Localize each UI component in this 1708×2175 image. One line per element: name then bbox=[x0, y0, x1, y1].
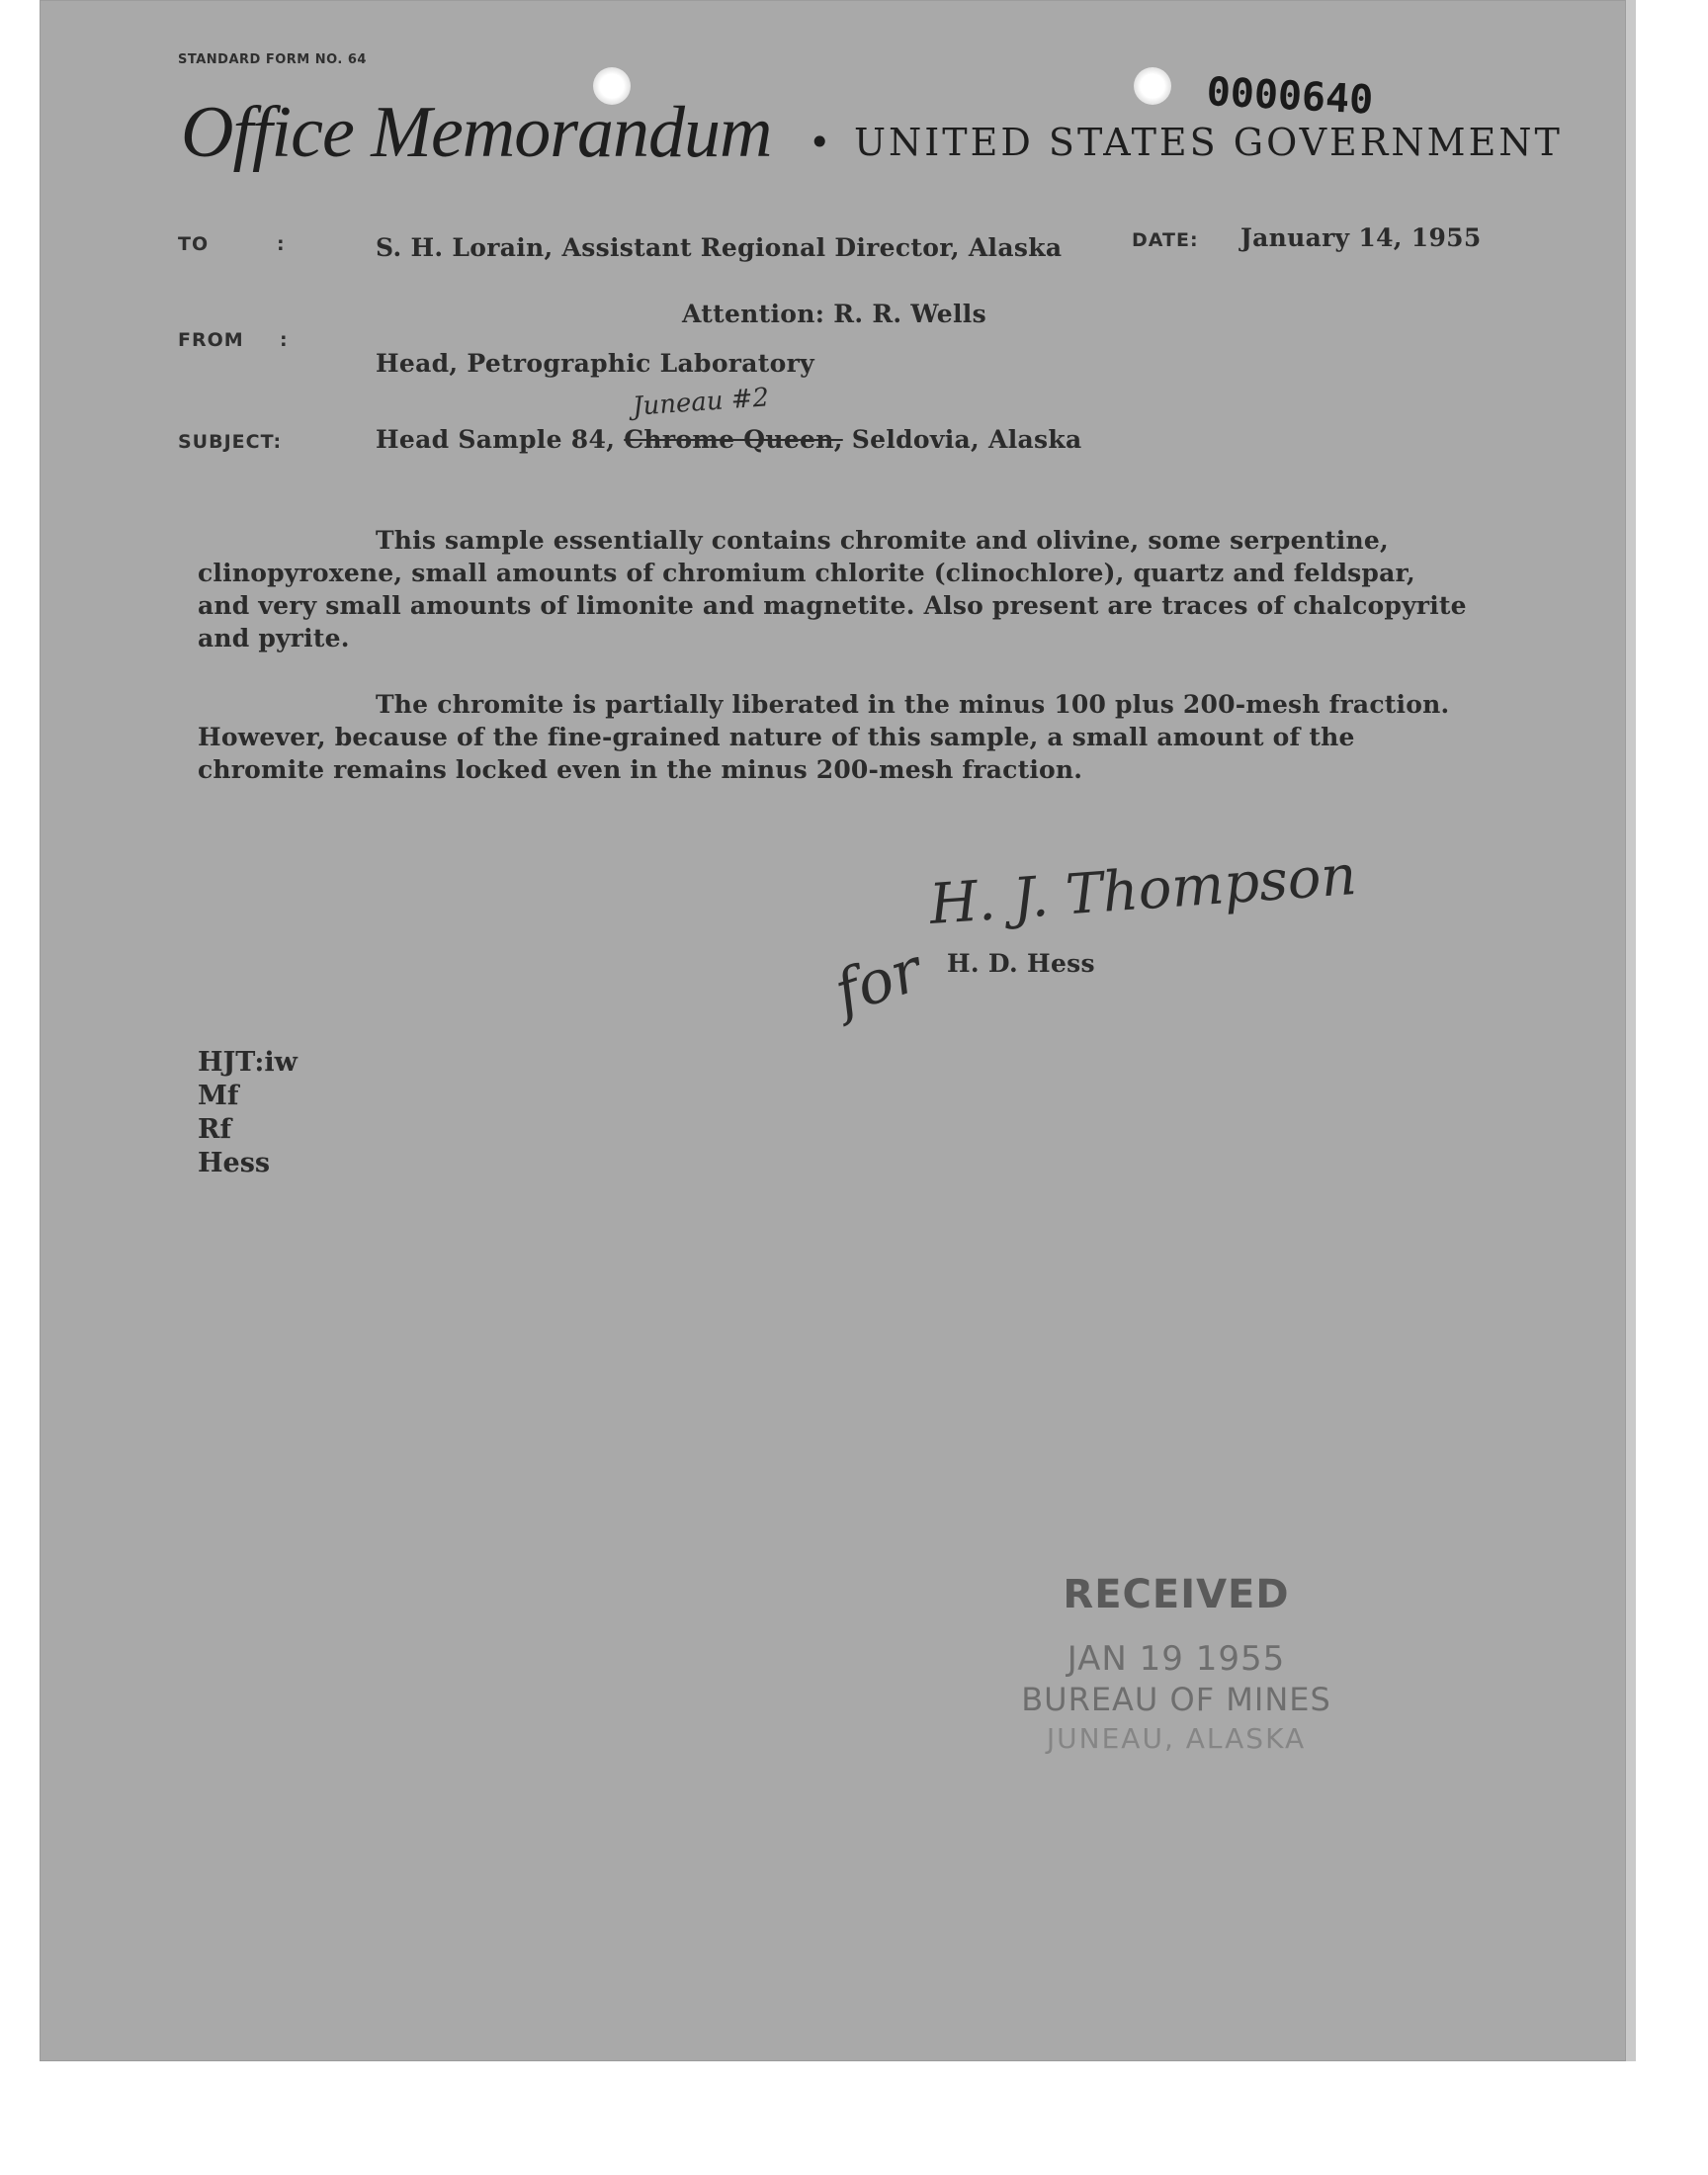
copy-line-hess: Hess bbox=[198, 1148, 271, 1178]
memo-title: Office Memorandum bbox=[181, 92, 772, 173]
from-label: FROM bbox=[178, 329, 244, 351]
government-heading: UNITED STATES GOVERNMENT bbox=[854, 121, 1563, 164]
punch-hole-right bbox=[1134, 67, 1171, 105]
copy-line-rf: Rf bbox=[198, 1114, 232, 1145]
subject-struck-text: Chrome Queen, bbox=[624, 425, 843, 454]
signature-for: for bbox=[826, 935, 930, 1028]
received-stamp bbox=[998, 1572, 1354, 1755]
stamp-received: RECEIVED bbox=[1063, 1572, 1290, 1617]
date-value: January 14, 1955 bbox=[1240, 223, 1482, 252]
subject-suffix: Seldovia, Alaska bbox=[851, 425, 1082, 454]
initials-line: HJT:iw bbox=[198, 1047, 298, 1078]
handwritten-signature: H. J. Thompson bbox=[927, 842, 1359, 938]
standard-form-label: STANDARD FORM NO. 64 bbox=[178, 52, 367, 67]
copy-line-mf: Mf bbox=[198, 1081, 239, 1111]
date-label: DATE: bbox=[1132, 229, 1199, 251]
copy-distribution bbox=[198, 1046, 298, 1180]
stamp-date: JAN 19 1955 bbox=[1067, 1639, 1286, 1679]
to-value: S. H. Lorain, Assistant Regional Director, Alaska bbox=[376, 233, 1063, 262]
typed-signature-name: H. D. Hess bbox=[947, 949, 1095, 978]
to-label: TO bbox=[178, 233, 210, 255]
stamp-location: JUNEAU, ALASKA bbox=[1046, 1722, 1307, 1755]
to-colon: : bbox=[277, 233, 286, 255]
body-paragraph-1: This sample essentially contains chromite and olivine, some serpentine, clinopyroxene, small amounts of chromium chlorite (clinochlore), quartz and feldspar, and very small amounts of limonite and magnetite. Also present are traces of chalcopyrite and pyrite. bbox=[198, 526, 1467, 652]
document-number: 0000640 bbox=[1205, 69, 1375, 124]
from-value: Head, Petrographic Laboratory bbox=[376, 349, 814, 378]
subject-handwritten-correction: Juneau #2 bbox=[632, 383, 771, 422]
subject-prefix: Head Sample 84, bbox=[376, 425, 616, 454]
attention-line: Attention: R. R. Wells bbox=[682, 300, 986, 328]
subject-label: SUBJECT: bbox=[178, 431, 283, 453]
stamp-office: BUREAU OF MINES bbox=[1021, 1681, 1331, 1718]
subject-value bbox=[376, 425, 1082, 454]
from-colon: : bbox=[280, 329, 289, 351]
bullet-separator: • bbox=[809, 121, 834, 164]
body-paragraph-2: The chromite is partially liberated in the minus 100 plus 200-mesh fraction. However, because of the fine-grained nature of this sample, a small amount of the chromite remains locked even in the minus 200-mesh fraction. bbox=[198, 690, 1450, 784]
page-edge bbox=[1626, 0, 1636, 2061]
